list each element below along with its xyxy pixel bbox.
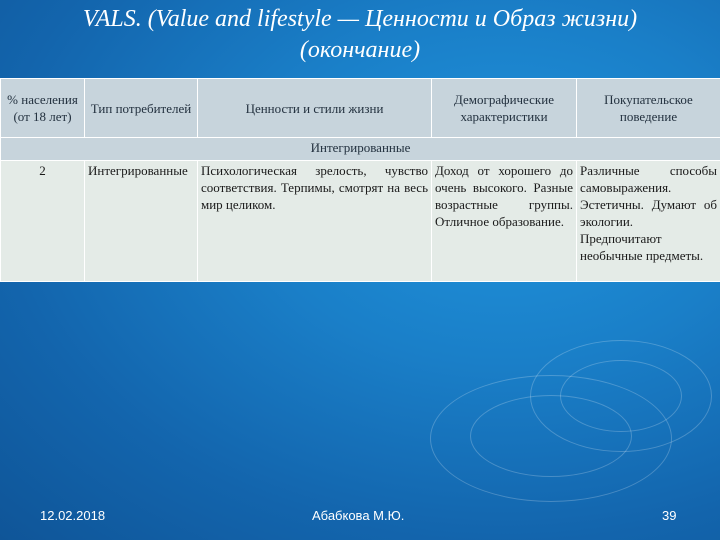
table-section-row [1,138,720,161]
header-values: Ценности и стили жизни [198,79,432,138]
slide-title-line2: (окончание) [299,37,421,63]
section-label: Интегрированные [1,138,720,161]
vals-table [0,78,720,282]
header-demographics: Демографические характеристики [432,79,577,138]
slide-title-line1: VALS. (Value and lifestyle — Ценности и Образ жизни) [82,6,638,32]
footer-author: Абабкова М.Ю. [312,508,405,523]
cell-percent: 2 [1,161,85,282]
cell-type: Интегрированные [85,161,198,282]
footer-date: 12.02.2018 [40,508,106,523]
table-row [1,161,720,282]
cell-values: Психологическая зрелость, чувство соответствия. Терпимы, смотрят на весь мир целиком. [198,161,432,282]
cell-demographics: Доход от хорошего до очень высокого. Разные возрастные группы. Отличное образование. [432,161,577,282]
table-header-row [1,79,720,138]
cell-behavior: Различные способы самовыражения. Эстетичны. Думают об экологии. Предпочитают необычные предметы. [577,161,720,282]
header-type: Тип потребителей [85,79,198,138]
decorative-ripple [430,375,672,502]
header-behavior: Покупательское поведение [577,79,720,138]
footer-page-number: 39 [662,508,677,523]
header-percent: % населения (от 18 лет) [1,79,85,138]
slide-title [0,4,720,66]
